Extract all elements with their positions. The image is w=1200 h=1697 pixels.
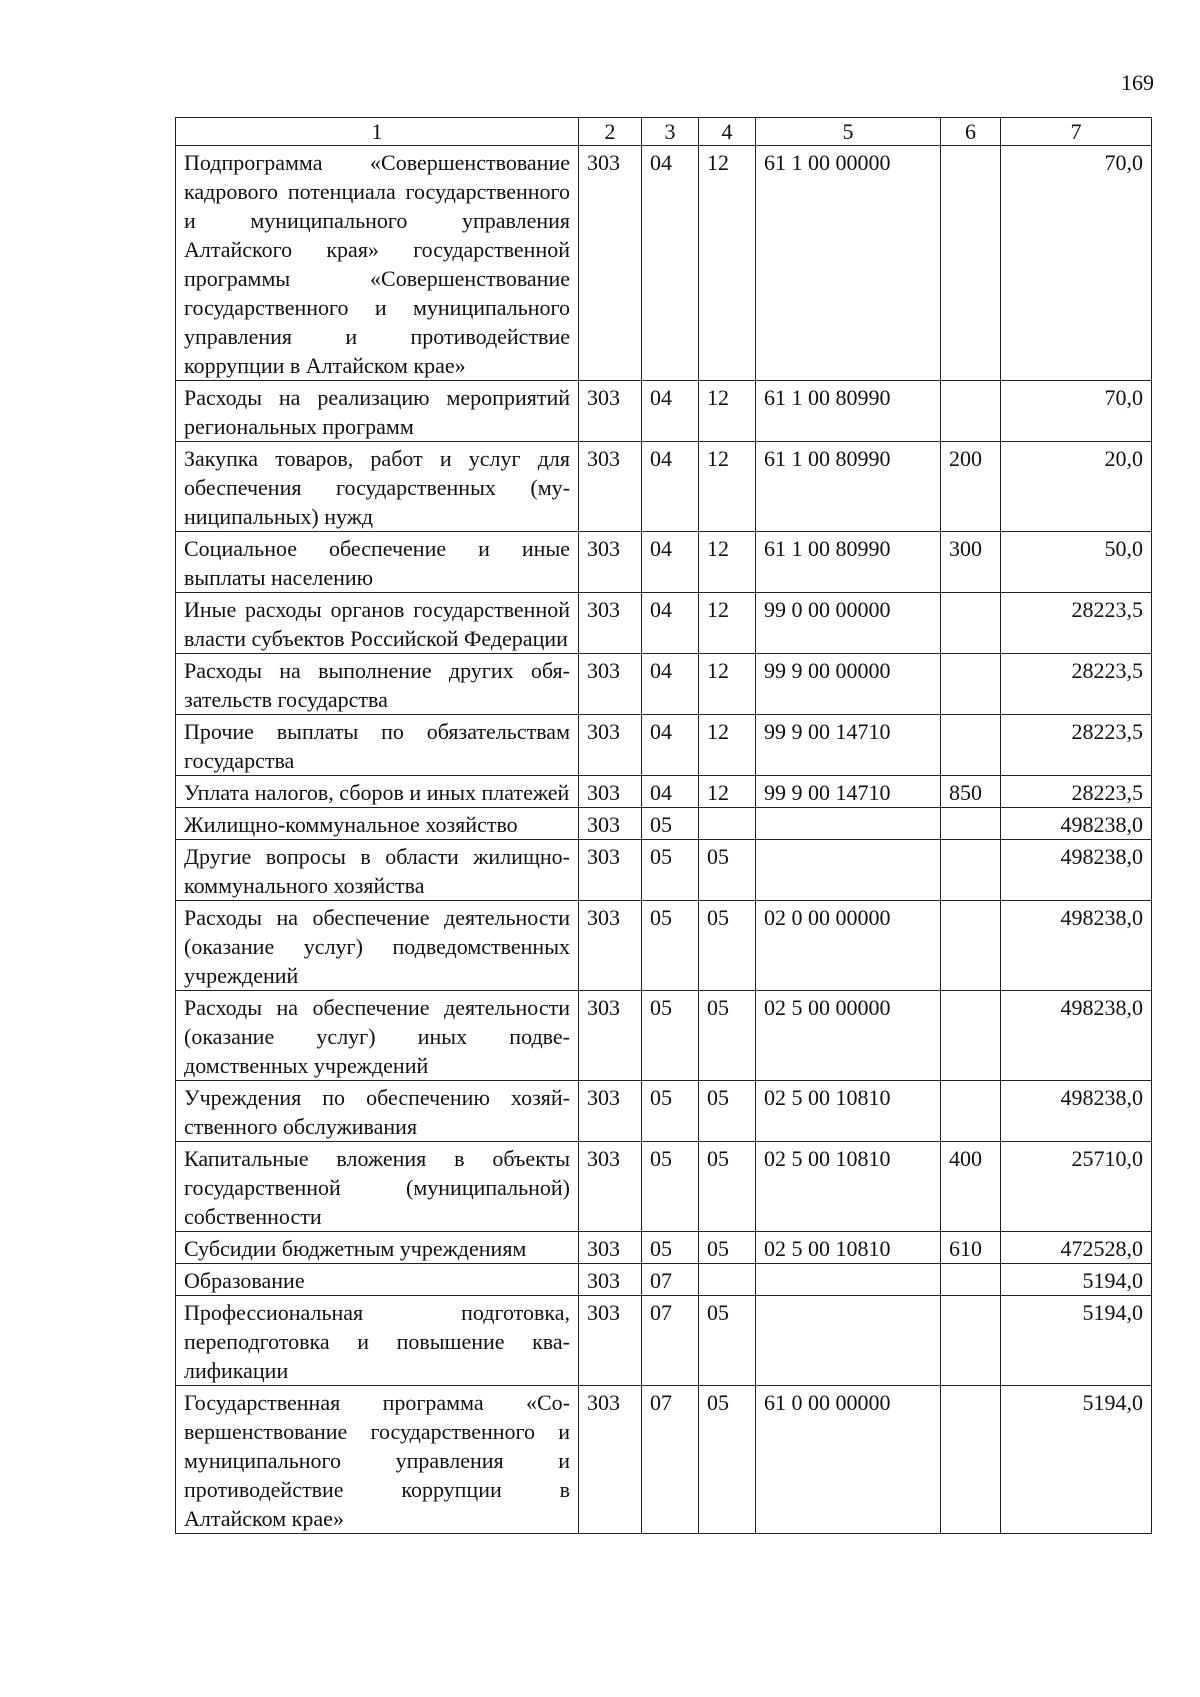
row-col4 [699,1264,756,1296]
row-col5: 02 5 00 10810 [756,1142,941,1232]
row-name: Расходы на реализацию мероприятий региональных программ [176,381,579,442]
row-col2: 303 [579,442,642,532]
row-col5: 02 5 00 10810 [756,1232,941,1264]
row-col4: 05 [699,1232,756,1264]
row-col7: 5194,0 [1001,1386,1152,1534]
row-col6 [941,991,1001,1081]
row-col6: 400 [941,1142,1001,1232]
row-col2: 303 [579,715,642,776]
row-col4: 12 [699,146,756,381]
table-row [176,1232,1152,1264]
row-col5: 02 0 00 00000 [756,901,941,991]
row-col7: 498238,0 [1001,1081,1152,1142]
row-col7: 472528,0 [1001,1232,1152,1264]
row-col3: 07 [642,1296,699,1386]
row-col2: 303 [579,381,642,442]
table-row [176,1264,1152,1296]
row-name: Учреждения по обеспечению хозяйственного обслуживания [176,1081,579,1142]
row-col3: 04 [642,654,699,715]
table-row [176,991,1152,1081]
row-col7: 50,0 [1001,532,1152,593]
row-name: Капитальные вложения в объекты государственной (муниципальной) собственности [176,1142,579,1232]
row-col5: 61 1 00 00000 [756,146,941,381]
row-name: Расходы на выполнение других обязательств государства [176,654,579,715]
page-number: 169 [1121,70,1154,95]
row-col3: 05 [642,1232,699,1264]
row-col4: 12 [699,654,756,715]
row-col2: 303 [579,1264,642,1296]
row-col2: 303 [579,1386,642,1534]
row-col6 [941,593,1001,654]
row-col5: 99 0 00 00000 [756,593,941,654]
row-col2: 303 [579,808,642,840]
row-col6 [941,840,1001,901]
row-col4: 12 [699,381,756,442]
table-row [176,593,1152,654]
row-col7: 70,0 [1001,146,1152,381]
table-row [176,442,1152,532]
table-row [176,381,1152,442]
row-col2: 303 [579,1232,642,1264]
row-col7: 28223,5 [1001,593,1152,654]
row-col6: 850 [941,776,1001,808]
row-name: Профессиональная подготовка, переподготовка и повышение квалификации [176,1296,579,1386]
row-col7: 498238,0 [1001,840,1152,901]
row-col7: 5194,0 [1001,1264,1152,1296]
row-name: Уплата налогов, сборов и иных платежей [176,776,579,808]
row-col4: 05 [699,840,756,901]
row-col4: 05 [699,901,756,991]
row-col6 [941,715,1001,776]
row-name: Подпрограмма «Совершенствование кадрового потенциала государственного и муниципального управления Алтайского края» государственной программы «Совершенствование государственного и муниципального управления и противодействие коррупции в Алтайском крае» [176,146,579,381]
row-col7: 28223,5 [1001,776,1152,808]
table-row [176,1081,1152,1142]
column-header-4: 4 [699,118,756,146]
row-col2: 303 [579,776,642,808]
row-col4: 05 [699,991,756,1081]
row-col4: 05 [699,1081,756,1142]
header-row [176,118,1152,146]
row-col6 [941,146,1001,381]
table-row [176,808,1152,840]
row-col3: 04 [642,146,699,381]
row-col3: 04 [642,381,699,442]
row-col2: 303 [579,901,642,991]
row-col7: 25710,0 [1001,1142,1152,1232]
row-col6: 200 [941,442,1001,532]
row-col4: 05 [699,1142,756,1232]
row-col2: 303 [579,1296,642,1386]
table-row [176,146,1152,381]
row-name: Государственная программа «Совершенствование государственного и муниципального управления и противодействие коррупции в Алтайском крае» [176,1386,579,1534]
row-col4: 12 [699,776,756,808]
row-col7: 498238,0 [1001,991,1152,1081]
row-col3: 05 [642,1081,699,1142]
row-name: Расходы на обеспечение деятельности (оказание услуг) иных подведомственных учреждений [176,991,579,1081]
table-row [176,840,1152,901]
column-header-5: 5 [756,118,941,146]
row-col4 [699,808,756,840]
row-col5 [756,840,941,901]
row-name: Социальное обеспечение и иные выплаты населению [176,532,579,593]
column-header-1: 1 [176,118,579,146]
row-col3: 04 [642,593,699,654]
row-col2: 303 [579,146,642,381]
row-col7: 28223,5 [1001,654,1152,715]
row-col4: 12 [699,442,756,532]
table-row [176,1142,1152,1232]
table-row [176,532,1152,593]
row-col3: 07 [642,1264,699,1296]
row-col6 [941,1264,1001,1296]
row-col6 [941,808,1001,840]
row-col6 [941,1081,1001,1142]
row-name: Жилищно-коммунальное хозяйство [176,808,579,840]
column-header-7: 7 [1001,118,1152,146]
row-col3: 05 [642,991,699,1081]
row-col7: 498238,0 [1001,901,1152,991]
row-col4: 12 [699,532,756,593]
row-name: Субсидии бюджетным учреждениям [176,1232,579,1264]
table-row [176,715,1152,776]
row-col5: 99 9 00 14710 [756,715,941,776]
row-col2: 303 [579,654,642,715]
row-col3: 05 [642,901,699,991]
row-col5: 02 5 00 10810 [756,1081,941,1142]
row-col6 [941,381,1001,442]
row-col5: 61 1 00 80990 [756,532,941,593]
row-col6: 610 [941,1232,1001,1264]
row-name: Прочие выплаты по обязательствам государства [176,715,579,776]
table-row [176,654,1152,715]
row-name: Закупка товаров, работ и услуг для обеспечения государственных (муниципальных) нужд [176,442,579,532]
row-col3: 04 [642,715,699,776]
table-row [176,1296,1152,1386]
column-header-3: 3 [642,118,699,146]
row-col3: 04 [642,532,699,593]
row-col7: 28223,5 [1001,715,1152,776]
row-col7: 498238,0 [1001,808,1152,840]
row-col5: 61 1 00 80990 [756,442,941,532]
row-col2: 303 [579,991,642,1081]
budget-table [175,117,1152,1534]
table-row [176,776,1152,808]
row-col5 [756,1264,941,1296]
row-col6: 300 [941,532,1001,593]
row-col5: 02 5 00 00000 [756,991,941,1081]
table-row [176,901,1152,991]
row-col5: 61 1 00 80990 [756,381,941,442]
row-name: Другие вопросы в области жилищно-коммунального хозяйства [176,840,579,901]
row-col4: 12 [699,715,756,776]
row-col2: 303 [579,1081,642,1142]
row-col6 [941,901,1001,991]
row-col5 [756,1296,941,1386]
row-col7: 20,0 [1001,442,1152,532]
row-col3: 05 [642,840,699,901]
row-col2: 303 [579,1142,642,1232]
row-col7: 70,0 [1001,381,1152,442]
row-col5: 61 0 00 00000 [756,1386,941,1534]
row-col5: 99 9 00 14710 [756,776,941,808]
row-col5: 99 9 00 00000 [756,654,941,715]
row-col2: 303 [579,593,642,654]
row-col3: 04 [642,776,699,808]
row-col5 [756,808,941,840]
row-col2: 303 [579,840,642,901]
row-col2: 303 [579,532,642,593]
row-col4: 12 [699,593,756,654]
column-header-2: 2 [579,118,642,146]
row-col3: 07 [642,1386,699,1534]
row-name: Образование [176,1264,579,1296]
row-col6 [941,1296,1001,1386]
row-col4: 05 [699,1386,756,1534]
row-name: Расходы на обеспечение деятельности (оказание услуг) подведомственных учреждений [176,901,579,991]
row-col3: 05 [642,1142,699,1232]
row-col3: 05 [642,808,699,840]
row-col3: 04 [642,442,699,532]
row-col6 [941,654,1001,715]
row-name: Иные расходы органов государственной власти субъектов Российской Федерации [176,593,579,654]
table-row [176,1386,1152,1534]
row-col6 [941,1386,1001,1534]
row-col4: 05 [699,1296,756,1386]
column-header-6: 6 [941,118,1001,146]
row-col7: 5194,0 [1001,1296,1152,1386]
